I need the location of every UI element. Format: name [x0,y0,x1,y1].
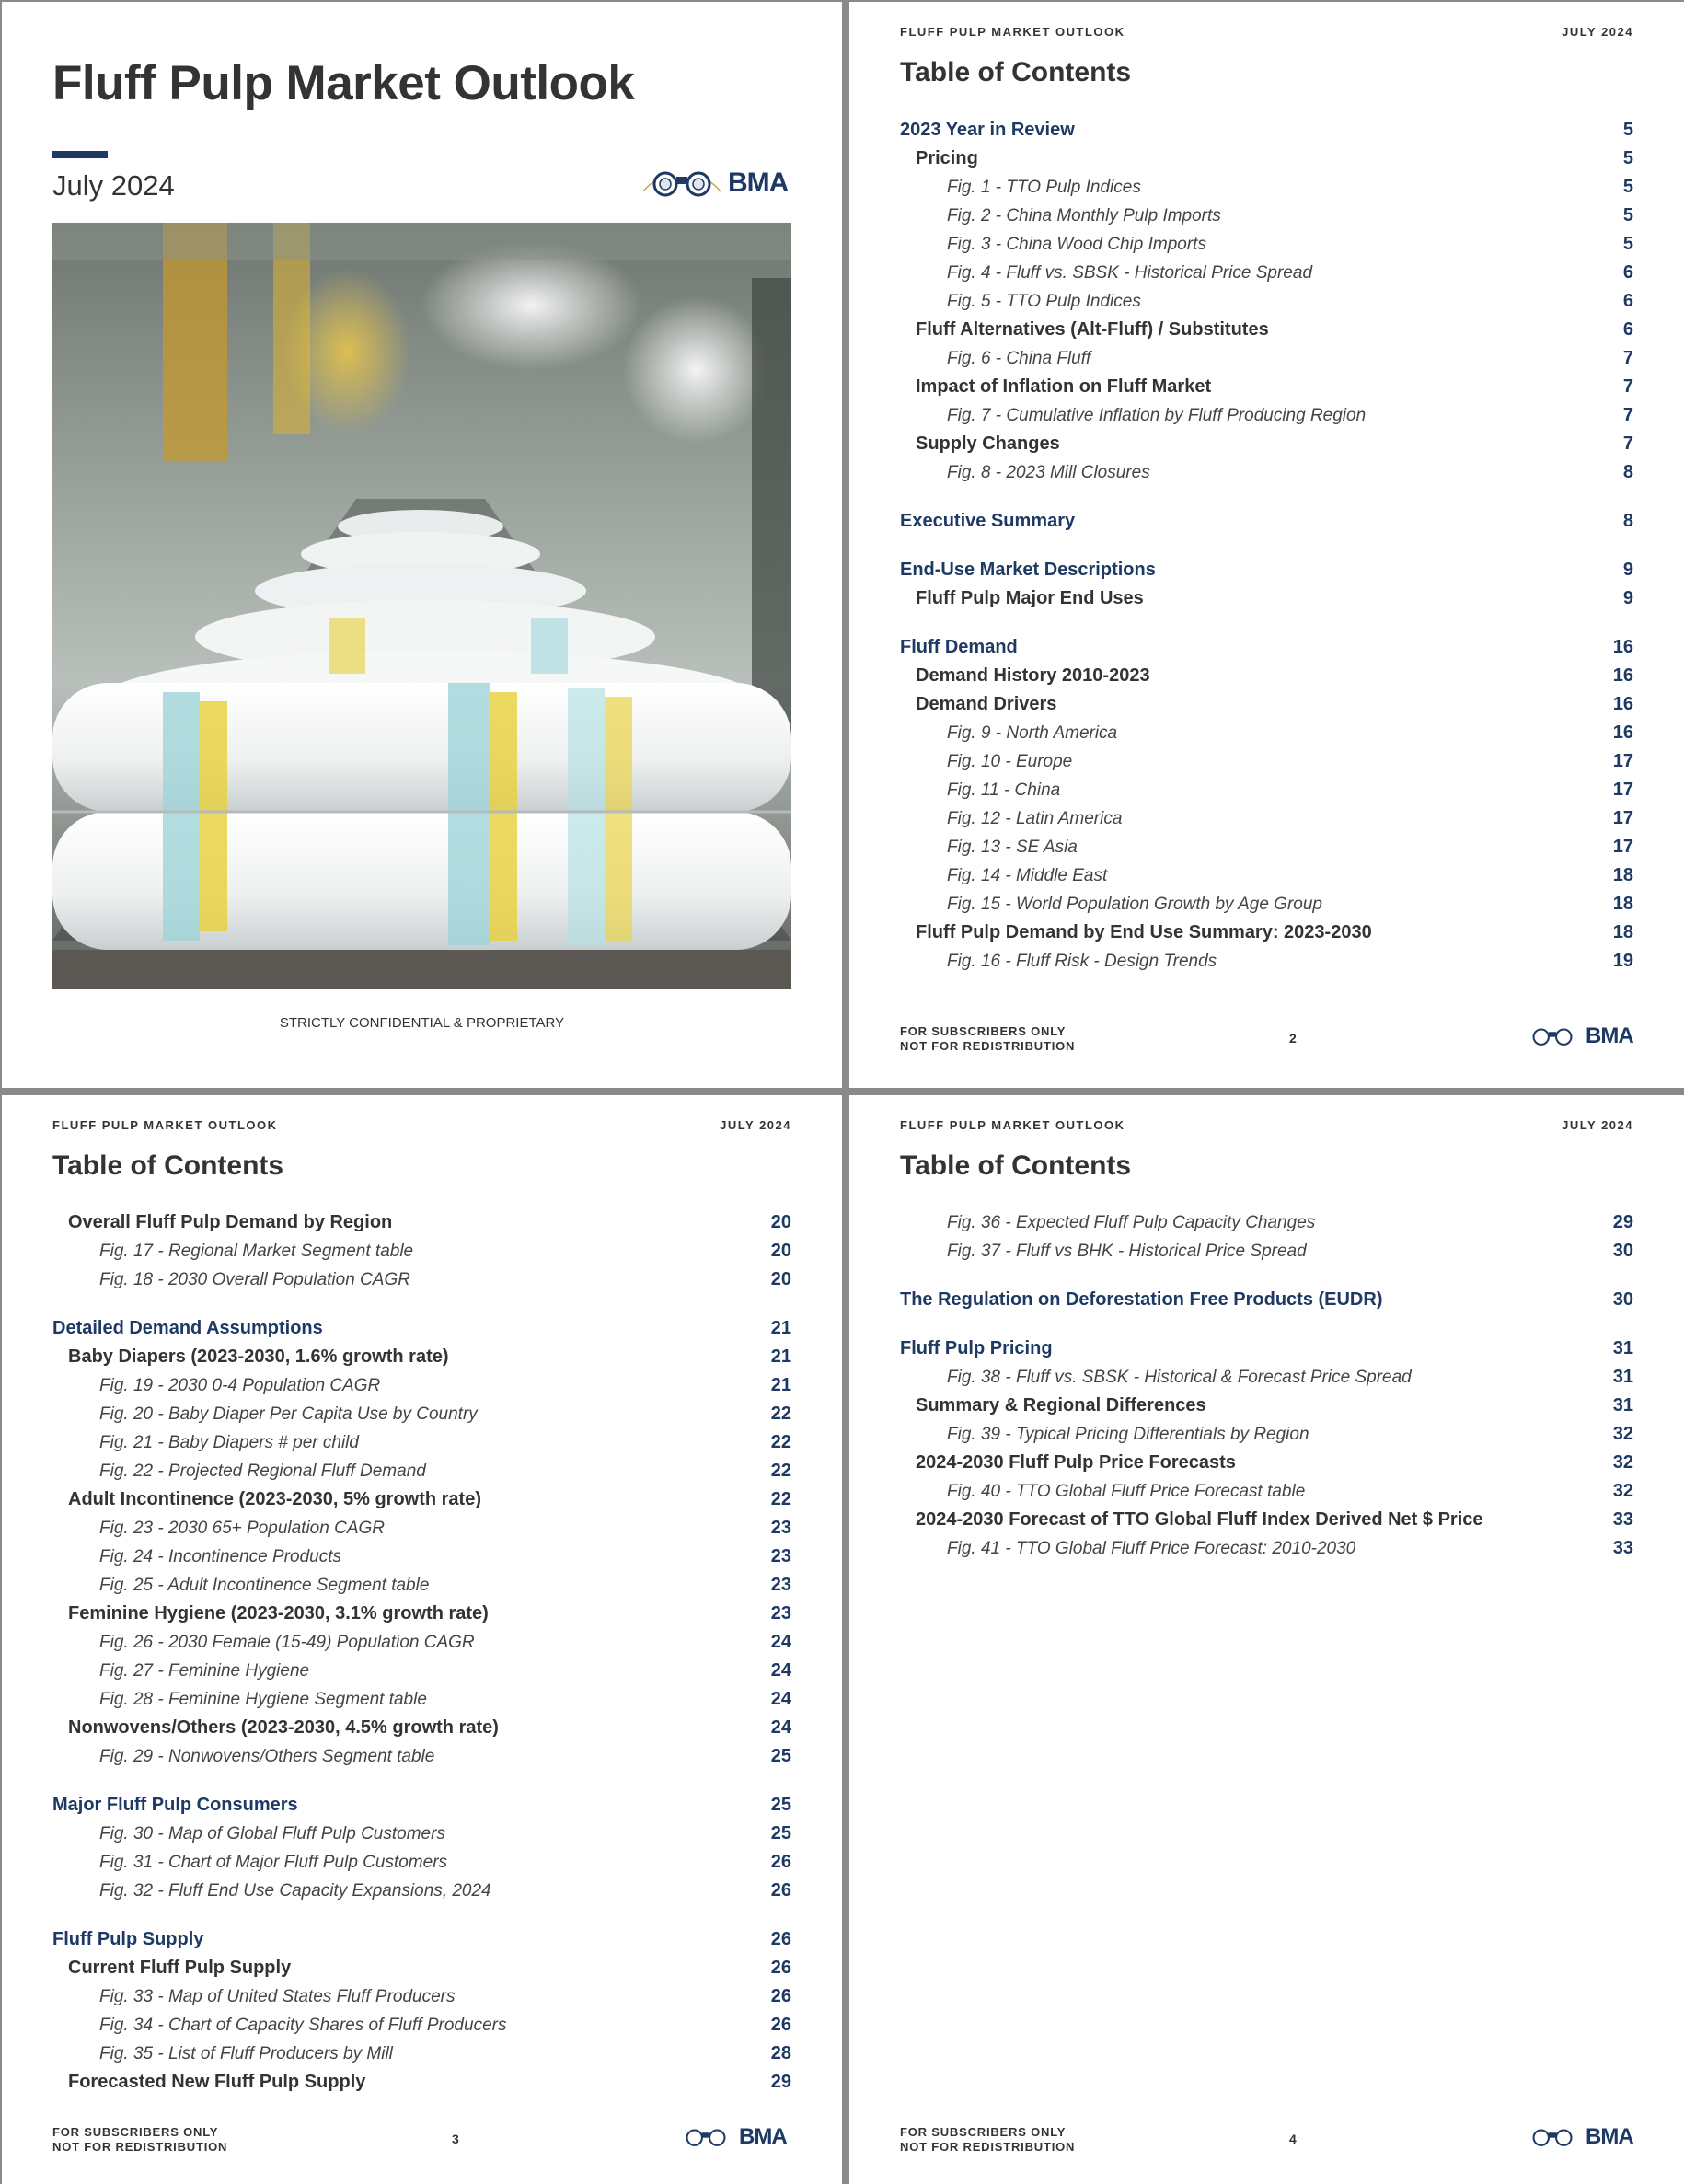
footer-line-1: FOR SUBSCRIBERS ONLY [900,2125,1067,2139]
toc-entry-page: 22 [770,1461,791,1481]
toc-figure-entry[interactable] [900,1481,1633,1502]
toc-entry-page: 9 [1622,588,1633,608]
toc-subsection-entry[interactable] [900,376,1633,398]
cover-title: Fluff Pulp Market Outlook [52,56,635,110]
toc-entry-title: Supply Changes [916,433,1060,454]
toc-entry-title: Fig. 40 - TTO Global Fluff Price Forecast table [947,1482,1306,1501]
cover-photo [52,223,791,989]
footer-notice [900,2125,1075,2155]
toc-entry-page: 33 [1612,1538,1633,1558]
toc-entry-page: 24 [770,1632,791,1652]
bma-logo-text: BMA [728,168,789,198]
toc-entry-title: Fig. 41 - TTO Global Fluff Price Forecast: 2010-2030 [947,1539,1356,1558]
footer-notice [900,1024,1075,1054]
toc-entry-title: Demand History 2010-2023 [916,665,1150,686]
toc-entry-page: 24 [770,1660,791,1681]
toc-entry-title: Fig. 27 - Feminine Hygiene [99,1661,310,1681]
toc-entry-title: Fig. 4 - Fluff vs. SBSK - Historical Price Spread [947,263,1313,283]
footer-logo-text: BMA [1586,2124,1633,2149]
toc-entry-title: Fig. 23 - 2030 65+ Population CAGR [99,1519,385,1538]
toc-figure-entry[interactable] [52,1823,791,1844]
title-accent-rule [52,151,108,158]
toc-figure-entry[interactable] [52,1660,791,1681]
toc-entry-page: 20 [770,1212,791,1232]
toc-figure-entry[interactable] [900,1367,1633,1388]
toc-section-entry[interactable] [900,1289,1633,1311]
toc-entry-title: The Regulation on Deforestation Free Products (EUDR) [900,1289,1383,1310]
toc-entry-title: Fig. 30 - Map of Global Fluff Pulp Customers [99,1824,445,1843]
toc-entry-title: Fig. 31 - Chart of Major Fluff Pulp Customers [99,1853,448,1872]
toc-entry-title: Fig. 1 - TTO Pulp Indices [947,178,1141,197]
header-date: JULY 2024 [1562,25,1633,39]
toc-entry-page: 31 [1612,1338,1633,1358]
toc-entry-page: 16 [1612,722,1633,743]
toc-subsection-entry[interactable] [900,319,1633,341]
toc-entry-title: Fig. 22 - Projected Regional Fluff Demand [99,1462,426,1481]
bma-logo [641,168,788,199]
toc-section-entry[interactable] [900,637,1633,658]
footer-bma-logo [1525,2124,1633,2150]
toc-figure-entry[interactable] [900,205,1633,226]
toc-heading: Table of Contents [900,57,1132,87]
toc-entry-title: Nonwovens/Others (2023-2030, 4.5% growth rate) [68,1717,499,1738]
toc-entry-title: End-Use Market Descriptions [900,560,1156,580]
toc-figure-entry[interactable] [900,291,1633,312]
toc-entry-title: Fig. 11 - China [947,780,1061,800]
toc-entry-page: 26 [770,1852,791,1872]
toc-entry-page: 17 [1612,837,1633,857]
toc-entry-title: Fig. 5 - TTO Pulp Indices [947,292,1141,311]
toc-entry-title: 2023 Year in Review [900,120,1075,140]
toc-entry-title: Fig. 34 - Chart of Capacity Shares of Fluff Producers [99,2016,507,2035]
running-header [900,25,1633,39]
toc-entry-title: Fig. 36 - Expected Fluff Pulp Capacity Changes [947,1213,1316,1232]
toc-entry-title: Fig. 9 - North America [947,723,1118,743]
binoculars-icon [1525,2125,1580,2149]
toc-entry-page: 20 [770,1269,791,1289]
toc-figure-entry[interactable] [52,2043,791,2064]
toc-entry-title: Feminine Hygiene (2023-2030, 3.1% growth rate) [68,1603,489,1624]
toc-entry-title: Fig. 7 - Cumulative Inflation by Fluff Producing Region [947,406,1367,425]
toc-section-entry[interactable] [52,1929,791,1950]
toc-entry-title: Fig. 29 - Nonwovens/Others Segment table [99,1747,435,1766]
cover-date: July 2024 [52,169,175,202]
toc-figure-entry[interactable] [900,808,1633,829]
running-header [52,1118,791,1132]
toc-entry-page: 31 [1612,1367,1633,1387]
binoculars-icon [678,2125,733,2149]
toc-entry-page: 5 [1622,177,1633,197]
toc-entry-page: 16 [1612,694,1633,714]
page-number: 3 [452,2132,459,2146]
header-title: FLUFF PULP MARKET OUTLOOK [52,1118,278,1132]
toc-section-entry[interactable] [52,1795,791,1816]
toc-entry-page: 30 [1612,1241,1633,1261]
footer-line-1: FOR SUBSCRIBERS ONLY [52,2125,219,2139]
toc-entry-page: 26 [770,1958,791,1978]
toc-entry-page: 9 [1622,560,1633,580]
toc-subsection-entry[interactable] [52,1717,791,1739]
toc-figure-entry[interactable] [900,837,1633,858]
toc-figure-entry[interactable] [52,1269,791,1290]
toc-entry-page: 30 [1612,1289,1633,1310]
toc-entry-title: Fig. 35 - List of Fluff Producers by Mill [99,2044,393,2063]
toc-figure-entry[interactable] [52,1689,791,1710]
toc-entry-title: Overall Fluff Pulp Demand by Region [68,1212,393,1232]
toc-entry-title: Fluff Pulp Supply [52,1929,204,1949]
toc-entry-page: 22 [770,1489,791,1509]
toc-entry-title: Forecasted New Fluff Pulp Supply [68,2072,366,2092]
toc-entry-title: Fig. 13 - SE Asia [947,838,1078,857]
toc-figure-entry[interactable] [52,1461,791,1482]
toc-section-entry[interactable] [900,120,1633,141]
toc-entry-title: Major Fluff Pulp Consumers [52,1795,298,1815]
toc-entry-title: Fig. 33 - Map of United States Fluff Producers [99,1987,456,2006]
toc-entry-page: 25 [770,1746,791,1766]
toc-figure-entry[interactable] [52,2015,791,2036]
toc-entry-title: Fig. 10 - Europe [947,752,1073,771]
toc-entry-title: Fig. 38 - Fluff vs. SBSK - Historical & Forecast Price Spread [947,1368,1412,1387]
toc-entry-page: 32 [1612,1481,1633,1501]
toc-entry-page: 7 [1622,405,1633,425]
toc-entry-title: Fluff Pulp Pricing [900,1338,1053,1358]
toc-subsection-entry[interactable] [900,1395,1633,1416]
toc-entry-title: Fig. 24 - Incontinence Products [99,1547,341,1566]
toc-section-entry[interactable] [900,1338,1633,1359]
toc-figure-entry[interactable] [52,1575,791,1596]
toc-entry-page: 5 [1622,205,1633,225]
toc-figure-entry[interactable] [52,1880,791,1901]
toc-figure-entry[interactable] [900,751,1633,772]
toc-subsection-entry[interactable] [52,2072,791,2093]
toc-entry-title: Fig. 3 - China Wood Chip Imports [947,235,1206,254]
toc-entry-title: Pricing [916,148,978,168]
toc-entry-page: 6 [1622,291,1633,311]
toc-heading: Table of Contents [900,1150,1132,1181]
toc-figure-entry[interactable] [900,865,1633,886]
toc-figure-entry[interactable] [900,234,1633,255]
toc-entry-title: Fig. 19 - 2030 0-4 Population CAGR [99,1376,381,1395]
toc-entry-page: 28 [770,2043,791,2063]
toc-entry-title: Fig. 25 - Adult Incontinence Segment table [99,1576,430,1595]
toc-subsection-entry[interactable] [900,588,1633,609]
toc-entry-title: Fig. 32 - Fluff End Use Capacity Expansions, 2024 [99,1881,491,1901]
toc-entry-page: 16 [1612,637,1633,657]
toc-entry-page: 21 [770,1318,791,1338]
toc-figure-entry[interactable] [900,1424,1633,1445]
toc-subsection-entry[interactable] [900,433,1633,455]
toc-entry-page: 22 [770,1404,791,1424]
toc-subsection-entry[interactable] [900,1452,1633,1473]
toc-figure-entry[interactable] [52,1852,791,1873]
toc-entry-page: 5 [1622,120,1633,140]
toc-entry-title: Fluff Demand [900,637,1018,657]
header-date: JULY 2024 [1562,1118,1633,1132]
toc-entry-page: 23 [770,1546,791,1566]
footer-bma-logo [1525,1023,1633,1049]
toc-entry-title: Demand Drivers [916,694,1057,714]
toc-entry-page: 5 [1622,234,1633,254]
toc-figure-entry[interactable] [52,1632,791,1653]
toc-entry-page: 25 [770,1823,791,1843]
toc-subsection-entry[interactable] [900,694,1633,715]
header-date: JULY 2024 [720,1118,791,1132]
toc-figure-entry[interactable] [900,405,1633,426]
toc-entry-page: 6 [1622,262,1633,283]
running-header [900,1118,1633,1132]
toc-entry-title: Fig. 14 - Middle East [947,866,1108,885]
toc-entry-title: Fig. 17 - Regional Market Segment table [99,1242,414,1261]
footer-line-2: NOT FOR REDISTRIBUTION [52,2140,228,2154]
toc-entry-page: 19 [1612,951,1633,971]
toc-entry-page: 23 [770,1575,791,1595]
toc-figure-entry[interactable] [900,894,1633,915]
header-title: FLUFF PULP MARKET OUTLOOK [900,1118,1125,1132]
toc-entry-page: 18 [1612,865,1633,885]
toc-entry-title: Fig. 28 - Feminine Hygiene Segment table [99,1690,427,1709]
toc-entry-title: Adult Incontinence (2023-2030, 5% growth rate) [68,1489,481,1509]
toc-entry-title: Fluff Pulp Major End Uses [916,588,1144,608]
toc-entry-title: Fluff Pulp Demand by End Use Summary: 2023-2030 [916,922,1372,942]
toc-figure-entry[interactable] [900,177,1633,198]
toc-entry-title: Summary & Regional Differences [916,1395,1206,1416]
toc-entry-page: 29 [770,2072,791,2092]
toc-entry-page: 26 [770,1986,791,2006]
toc-figure-entry[interactable] [52,1986,791,2007]
binoculars-icon [1525,1024,1580,1048]
toc-entry-page: 7 [1622,348,1633,368]
footer-logo-text: BMA [739,2124,787,2149]
toc-figure-entry[interactable] [900,348,1633,369]
toc-entry-title: 2024-2030 Fluff Pulp Price Forecasts [916,1452,1236,1473]
toc-entry-page: 8 [1622,511,1633,531]
toc-subsection-entry[interactable] [52,1489,791,1510]
header-title: FLUFF PULP MARKET OUTLOOK [900,25,1125,39]
toc-entry-page: 22 [770,1432,791,1452]
toc-entry-page: 23 [770,1603,791,1624]
toc-entry-title: Fig. 6 - China Fluff [947,349,1091,368]
toc-entry-page: 17 [1612,808,1633,828]
footer-notice [52,2125,227,2155]
toc-entry-page: 23 [770,1518,791,1538]
toc-subsection-entry[interactable] [52,1346,791,1368]
toc-figure-entry[interactable] [52,1432,791,1453]
toc-subsection-entry[interactable] [900,148,1633,169]
toc-entry-title: Impact of Inflation on Fluff Market [916,376,1212,397]
toc-entry-page: 31 [1612,1395,1633,1416]
toc-entry-title: Current Fluff Pulp Supply [68,1958,292,1978]
toc-entry-page: 18 [1612,894,1633,914]
toc-section-entry[interactable] [900,511,1633,532]
toc-entry-title: Fig. 16 - Fluff Risk - Design Trends [947,952,1217,971]
toc-entry-title: Fig. 8 - 2023 Mill Closures [947,463,1150,482]
toc-heading: Table of Contents [52,1150,284,1181]
toc-subsection-entry[interactable] [900,922,1633,943]
toc-entry-title: 2024-2030 Forecast of TTO Global Fluff Index Derived Net $ Price [916,1509,1483,1530]
footer-line-2: NOT FOR REDISTRIBUTION [900,2140,1076,2154]
footer-logo-text: BMA [1586,1023,1633,1048]
diaper-production-line-image [52,223,791,989]
toc-page-3 [2,1095,842,2184]
toc-page-4 [849,1095,1684,2184]
toc-entry-page: 26 [770,1929,791,1949]
toc-entry-title: Fig. 15 - World Population Growth by Age Group [947,895,1322,914]
toc-entry-title: Fig. 18 - 2030 Overall Population CAGR [99,1270,410,1289]
toc-figure-entry[interactable] [52,1518,791,1539]
toc-entry-page: 6 [1622,319,1633,340]
toc-figure-entry[interactable] [52,1546,791,1567]
toc-entry-page: 21 [770,1346,791,1367]
toc-entry-title: Executive Summary [900,511,1076,531]
toc-entry-page: 26 [770,1880,791,1901]
toc-entry-page: 29 [1612,1212,1633,1232]
toc-figure-entry[interactable] [900,1212,1633,1233]
toc-subsection-entry[interactable] [52,1603,791,1624]
toc-entry-title: Fig. 39 - Typical Pricing Differentials by Region [947,1425,1309,1444]
toc-entry-page: 16 [1612,665,1633,686]
toc-figure-entry[interactable] [52,1375,791,1396]
page-number: 2 [1289,1031,1297,1046]
toc-subsection-entry[interactable] [900,1509,1633,1531]
toc-entry-page: 8 [1622,462,1633,482]
toc-subsection-entry[interactable] [52,1958,791,1979]
footer-line-1: FOR SUBSCRIBERS ONLY [900,1024,1067,1038]
toc-figure-entry[interactable] [900,780,1633,801]
toc-entry-page: 20 [770,1241,791,1261]
toc-figure-entry[interactable] [52,1746,791,1767]
binoculars-icon [641,168,722,199]
toc-entry-page: 7 [1622,376,1633,397]
toc-section-entry[interactable] [52,1318,791,1339]
toc-entry-title: Fig. 37 - Fluff vs BHK - Historical Price Spread [947,1242,1307,1261]
toc-subsection-entry[interactable] [900,665,1633,687]
toc-entry-page: 5 [1622,148,1633,168]
toc-entry-title: Fig. 2 - China Monthly Pulp Imports [947,206,1221,225]
toc-entry-title: Fig. 26 - 2030 Female (15-49) Population CAGR [99,1633,475,1652]
toc-entry-title: Fluff Alternatives (Alt-Fluff) / Substitutes [916,319,1269,340]
cover-page [2,2,842,1088]
toc-entry-title: Baby Diapers (2023-2030, 1.6% growth rate) [68,1346,449,1367]
toc-section-entry[interactable] [900,560,1633,581]
toc-entry-page: 17 [1612,780,1633,800]
toc-entry-page: 25 [770,1795,791,1815]
page-number: 4 [1289,2132,1297,2146]
toc-figure-entry[interactable] [900,722,1633,744]
toc-entry-page: 32 [1612,1424,1633,1444]
toc-figure-entry[interactable] [900,1538,1633,1559]
toc-figure-entry[interactable] [900,262,1633,283]
toc-entry-title: Fig. 21 - Baby Diapers # per child [99,1433,359,1452]
footer-line-2: NOT FOR REDISTRIBUTION [900,1039,1076,1053]
toc-entry-title: Fig. 12 - Latin America [947,809,1123,828]
toc-figure-entry[interactable] [900,1241,1633,1262]
toc-entry-page: 21 [770,1375,791,1395]
footer-bma-logo [678,2124,787,2150]
toc-figure-entry[interactable] [900,462,1633,483]
toc-figure-entry[interactable] [52,1404,791,1425]
toc-subsection-entry[interactable] [52,1212,791,1233]
toc-entry-page: 32 [1612,1452,1633,1473]
toc-entry-page: 18 [1612,922,1633,942]
toc-entry-page: 7 [1622,433,1633,454]
toc-entry-page: 33 [1612,1509,1633,1530]
confidential-notice: STRICTLY CONFIDENTIAL & PROPRIETARY [279,1015,565,1031]
toc-figure-entry[interactable] [52,1241,791,1262]
toc-entry-page: 17 [1612,751,1633,771]
toc-entry-page: 24 [770,1717,791,1738]
toc-entry-title: Detailed Demand Assumptions [52,1318,323,1338]
toc-entry-title: Fig. 20 - Baby Diaper Per Capita Use by Country [99,1404,478,1424]
toc-page-2 [849,2,1684,1088]
toc-entry-page: 26 [770,2015,791,2035]
toc-figure-entry[interactable] [900,951,1633,972]
toc-entry-page: 24 [770,1689,791,1709]
